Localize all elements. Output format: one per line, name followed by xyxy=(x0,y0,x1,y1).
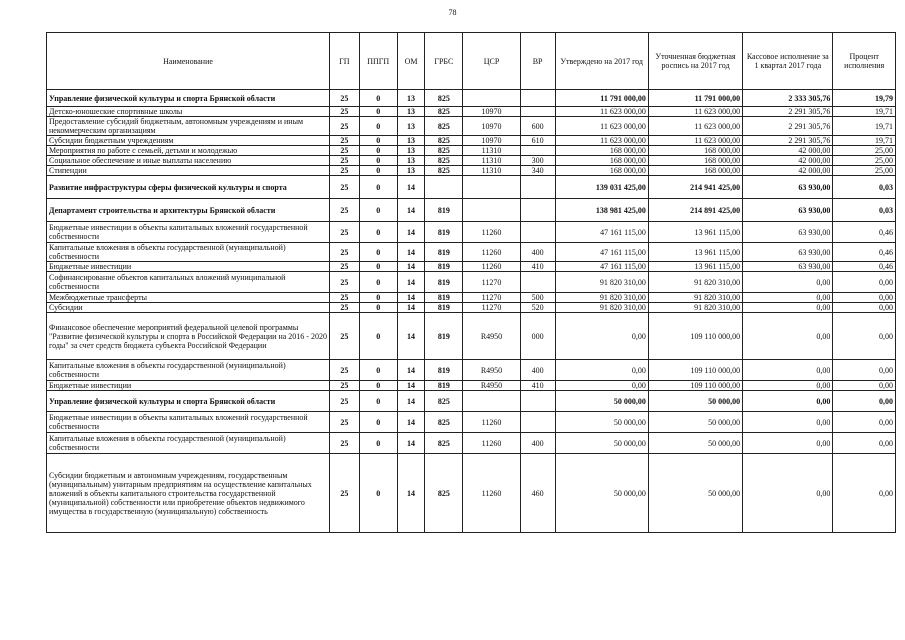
cell-revised: 11 623 000,00 xyxy=(648,136,742,146)
cell-grbs: 819 xyxy=(425,262,463,272)
table-row xyxy=(47,313,896,360)
cell-vr: 410 xyxy=(520,381,555,391)
cell-gp: 25 xyxy=(330,272,360,293)
cell-name: Предоставление субсидий бюджетным, автономным учреждениям и иным некоммерческим организациям xyxy=(47,117,330,136)
cell-name: Субсидии бюджетным и автономным учреждениям, государственным (муниципальным) унитарным предприятиям на осуществление капитальных вложений в объекты капитального строительства государственной (муниципальной) собственности или приобретение объектов недвижимого имущества в государственную (муниципальную) собственность xyxy=(47,454,330,533)
cell-vr xyxy=(520,199,555,222)
cell-cash: 0,00 xyxy=(743,412,833,433)
cell-csr: R4950 xyxy=(463,381,520,391)
cell-revised: 214 941 425,00 xyxy=(648,176,742,199)
table-row xyxy=(47,156,896,166)
cell-om: 13 xyxy=(397,90,425,107)
cell-om: 14 xyxy=(397,391,425,412)
cell-grbs: 825 xyxy=(425,433,463,454)
cell-ppgp: 0 xyxy=(359,381,397,391)
cell-om: 13 xyxy=(397,117,425,136)
cell-percent: 19,79 xyxy=(833,90,896,107)
table-row xyxy=(47,166,896,176)
cell-cash: 0,00 xyxy=(743,293,833,303)
cell-vr xyxy=(520,90,555,107)
cell-grbs: 819 xyxy=(425,272,463,293)
table-row xyxy=(47,433,896,454)
cell-percent: 0,46 xyxy=(833,222,896,243)
cell-approved: 0,00 xyxy=(555,381,648,391)
cell-vr: 300 xyxy=(520,156,555,166)
cell-revised: 168 000,00 xyxy=(648,156,742,166)
cell-vr xyxy=(520,391,555,412)
cell-grbs: 825 xyxy=(425,146,463,156)
cell-revised: 168 000,00 xyxy=(648,146,742,156)
cell-csr: 11310 xyxy=(463,166,520,176)
cell-approved: 138 981 425,00 xyxy=(555,199,648,222)
header-vr: ВР xyxy=(520,33,555,90)
table-row xyxy=(47,176,896,199)
cell-revised: 91 820 310,00 xyxy=(648,272,742,293)
cell-name: Софинансирование объектов капитальных вложений муниципальной собственности xyxy=(47,272,330,293)
cell-vr xyxy=(520,176,555,199)
cell-name: Межбюджетные трансферты xyxy=(47,293,330,303)
cell-approved: 0,00 xyxy=(555,313,648,360)
cell-gp: 25 xyxy=(330,199,360,222)
cell-gp: 25 xyxy=(330,107,360,117)
cell-om: 14 xyxy=(397,433,425,454)
cell-vr: 520 xyxy=(520,303,555,313)
cell-name: Бюджетные инвестиции xyxy=(47,262,330,272)
cell-approved: 50 000,00 xyxy=(555,412,648,433)
cell-csr: 11260 xyxy=(463,412,520,433)
cell-gp: 25 xyxy=(330,313,360,360)
cell-cash: 63 930,00 xyxy=(743,176,833,199)
cell-name: Бюджетные инвестиции xyxy=(47,381,330,391)
cell-ppgp: 0 xyxy=(359,412,397,433)
cell-revised: 11 623 000,00 xyxy=(648,107,742,117)
table-header-row xyxy=(47,33,896,90)
cell-csr: 10970 xyxy=(463,117,520,136)
cell-name: Мероприятия по работе с семьей, детьми и молодежью xyxy=(47,146,330,156)
cell-csr: 11310 xyxy=(463,156,520,166)
cell-percent: 0,00 xyxy=(833,412,896,433)
header-om: ОМ xyxy=(397,33,425,90)
cell-ppgp: 0 xyxy=(359,262,397,272)
cell-revised: 11 791 000,00 xyxy=(648,90,742,107)
cell-revised: 214 891 425,00 xyxy=(648,199,742,222)
cell-grbs: 819 xyxy=(425,222,463,243)
cell-cash: 63 930,00 xyxy=(743,222,833,243)
cell-revised: 13 961 115,00 xyxy=(648,243,742,262)
cell-grbs: 825 xyxy=(425,412,463,433)
table-row xyxy=(47,391,896,412)
cell-grbs: 819 xyxy=(425,243,463,262)
cell-percent: 25,00 xyxy=(833,146,896,156)
table-row xyxy=(47,412,896,433)
cell-name: Социальное обеспечение и иные выплаты населению xyxy=(47,156,330,166)
cell-revised: 50 000,00 xyxy=(648,433,742,454)
cell-approved: 91 820 310,00 xyxy=(555,272,648,293)
cell-vr: 610 xyxy=(520,136,555,146)
table-row xyxy=(47,117,896,136)
cell-gp: 25 xyxy=(330,136,360,146)
cell-vr: 400 xyxy=(520,360,555,381)
page-number: 78 xyxy=(448,8,457,17)
cell-percent: 25,00 xyxy=(833,156,896,166)
cell-grbs: 825 xyxy=(425,117,463,136)
cell-vr xyxy=(520,272,555,293)
cell-percent: 0,00 xyxy=(833,454,896,533)
header-cash: Кассовое исполнение за 1 квартал 2017 года xyxy=(743,33,833,90)
table-row xyxy=(47,303,896,313)
cell-percent: 0,00 xyxy=(833,272,896,293)
cell-approved: 11 791 000,00 xyxy=(555,90,648,107)
cell-revised: 109 110 000,00 xyxy=(648,313,742,360)
cell-cash: 0,00 xyxy=(743,391,833,412)
cell-percent: 0,00 xyxy=(833,360,896,381)
cell-cash: 42 000,00 xyxy=(743,146,833,156)
header-gp: ГП xyxy=(330,33,360,90)
cell-approved: 11 623 000,00 xyxy=(555,107,648,117)
table-row xyxy=(47,262,896,272)
cell-csr: 11270 xyxy=(463,272,520,293)
cell-ppgp: 0 xyxy=(359,107,397,117)
cell-cash: 42 000,00 xyxy=(743,166,833,176)
cell-ppgp: 0 xyxy=(359,90,397,107)
cell-csr xyxy=(463,199,520,222)
cell-cash: 2 291 305,76 xyxy=(743,117,833,136)
cell-name: Департамент строительства и архитектуры Брянской области xyxy=(47,199,330,222)
cell-name: Субсидии бюджетным учреждениям xyxy=(47,136,330,146)
cell-gp: 25 xyxy=(330,166,360,176)
table-row xyxy=(47,293,896,303)
cell-approved: 11 623 000,00 xyxy=(555,117,648,136)
cell-percent: 0,03 xyxy=(833,176,896,199)
cell-gp: 25 xyxy=(330,433,360,454)
cell-approved: 50 000,00 xyxy=(555,433,648,454)
table-row xyxy=(47,199,896,222)
cell-approved: 50 000,00 xyxy=(555,391,648,412)
cell-gp: 25 xyxy=(330,146,360,156)
cell-approved: 50 000,00 xyxy=(555,454,648,533)
cell-om: 14 xyxy=(397,222,425,243)
cell-om: 14 xyxy=(397,313,425,360)
cell-gp: 25 xyxy=(330,90,360,107)
cell-percent: 0,00 xyxy=(833,293,896,303)
cell-cash: 63 930,00 xyxy=(743,262,833,272)
cell-om: 14 xyxy=(397,381,425,391)
cell-revised: 91 820 310,00 xyxy=(648,303,742,313)
table-row xyxy=(47,136,896,146)
header-ppgp: ППГП xyxy=(359,33,397,90)
cell-cash: 0,00 xyxy=(743,360,833,381)
cell-cash: 2 291 305,76 xyxy=(743,107,833,117)
cell-grbs: 825 xyxy=(425,391,463,412)
cell-percent: 25,00 xyxy=(833,166,896,176)
cell-csr: 10970 xyxy=(463,136,520,146)
cell-vr: 000 xyxy=(520,313,555,360)
cell-vr: 400 xyxy=(520,433,555,454)
cell-approved: 168 000,00 xyxy=(555,156,648,166)
cell-om: 13 xyxy=(397,136,425,146)
cell-name: Управление физической культуры и спорта Брянской области xyxy=(47,391,330,412)
cell-vr: 340 xyxy=(520,166,555,176)
cell-percent: 0,00 xyxy=(833,313,896,360)
cell-ppgp: 0 xyxy=(359,454,397,533)
cell-vr: 500 xyxy=(520,293,555,303)
cell-csr xyxy=(463,90,520,107)
header-grbs: ГРБС xyxy=(425,33,463,90)
cell-revised: 91 820 310,00 xyxy=(648,293,742,303)
cell-gp: 25 xyxy=(330,176,360,199)
cell-cash: 63 930,00 xyxy=(743,243,833,262)
cell-ppgp: 0 xyxy=(359,117,397,136)
cell-csr: 11270 xyxy=(463,293,520,303)
cell-ppgp: 0 xyxy=(359,360,397,381)
table-row xyxy=(47,454,896,533)
cell-vr: 600 xyxy=(520,117,555,136)
cell-approved: 47 161 115,00 xyxy=(555,222,648,243)
cell-ppgp: 0 xyxy=(359,313,397,360)
cell-grbs: 825 xyxy=(425,454,463,533)
cell-name: Стипендии xyxy=(47,166,330,176)
cell-csr: 10970 xyxy=(463,107,520,117)
table-row xyxy=(47,272,896,293)
cell-om: 14 xyxy=(397,262,425,272)
cell-grbs: 825 xyxy=(425,107,463,117)
cell-cash: 0,00 xyxy=(743,433,833,454)
cell-gp: 25 xyxy=(330,412,360,433)
cell-cash: 42 000,00 xyxy=(743,156,833,166)
table-row xyxy=(47,107,896,117)
cell-om: 14 xyxy=(397,303,425,313)
cell-ppgp: 0 xyxy=(359,303,397,313)
cell-om: 13 xyxy=(397,107,425,117)
cell-om: 14 xyxy=(397,272,425,293)
cell-ppgp: 0 xyxy=(359,156,397,166)
cell-csr: 11260 xyxy=(463,243,520,262)
table-row xyxy=(47,222,896,243)
cell-revised: 50 000,00 xyxy=(648,454,742,533)
cell-approved: 168 000,00 xyxy=(555,166,648,176)
cell-csr: R4950 xyxy=(463,313,520,360)
table-row xyxy=(47,90,896,107)
cell-om: 13 xyxy=(397,156,425,166)
cell-approved: 139 031 425,00 xyxy=(555,176,648,199)
cell-ppgp: 0 xyxy=(359,243,397,262)
cell-grbs: 825 xyxy=(425,166,463,176)
cell-ppgp: 0 xyxy=(359,272,397,293)
cell-revised: 13 961 115,00 xyxy=(648,262,742,272)
cell-grbs: 819 xyxy=(425,199,463,222)
cell-vr xyxy=(520,222,555,243)
cell-vr xyxy=(520,107,555,117)
table-row xyxy=(47,243,896,262)
cell-gp: 25 xyxy=(330,454,360,533)
cell-ppgp: 0 xyxy=(359,199,397,222)
header-revised: Уточненная бюджетная роспись на 2017 год xyxy=(648,33,742,90)
cell-csr xyxy=(463,176,520,199)
table-row xyxy=(47,360,896,381)
cell-grbs xyxy=(425,176,463,199)
cell-cash: 0,00 xyxy=(743,272,833,293)
cell-vr: 410 xyxy=(520,262,555,272)
cell-ppgp: 0 xyxy=(359,293,397,303)
cell-name: Субсидии xyxy=(47,303,330,313)
cell-cash: 2 333 305,76 xyxy=(743,90,833,107)
cell-grbs: 819 xyxy=(425,313,463,360)
cell-revised: 109 110 000,00 xyxy=(648,381,742,391)
cell-percent: 0,46 xyxy=(833,262,896,272)
cell-approved: 91 820 310,00 xyxy=(555,303,648,313)
cell-approved: 11 623 000,00 xyxy=(555,136,648,146)
cell-revised: 109 110 000,00 xyxy=(648,360,742,381)
cell-revised: 13 961 115,00 xyxy=(648,222,742,243)
cell-cash: 0,00 xyxy=(743,454,833,533)
cell-vr: 460 xyxy=(520,454,555,533)
cell-om: 14 xyxy=(397,293,425,303)
table-row xyxy=(47,146,896,156)
cell-percent: 0,46 xyxy=(833,243,896,262)
cell-percent: 0,00 xyxy=(833,303,896,313)
cell-cash: 0,00 xyxy=(743,303,833,313)
cell-name: Финансовое обеспечение мероприятий федеральной целевой программы "Развитие физической культуры и спорта в Российской Федерации на 2016 - 2020 годы" за счет средств бюджета субъекта Российской Федерации xyxy=(47,313,330,360)
cell-name: Капитальные вложения в объекты государственной (муниципальной) собственности xyxy=(47,243,330,262)
cell-gp: 25 xyxy=(330,360,360,381)
cell-percent: 0,00 xyxy=(833,391,896,412)
cell-csr: 11310 xyxy=(463,146,520,156)
cell-name: Детско-юношеские спортивные школы xyxy=(47,107,330,117)
cell-gp: 25 xyxy=(330,262,360,272)
cell-gp: 25 xyxy=(330,293,360,303)
cell-name: Бюджетные инвестиции в объекты капитальных вложений государственной собственности xyxy=(47,412,330,433)
cell-percent: 19,71 xyxy=(833,117,896,136)
cell-vr xyxy=(520,412,555,433)
cell-om: 14 xyxy=(397,412,425,433)
cell-csr: 11260 xyxy=(463,262,520,272)
cell-name: Бюджетные инвестиции в объекты капитальных вложений государственной собственности xyxy=(47,222,330,243)
budget-execution-table xyxy=(46,32,896,533)
cell-gp: 25 xyxy=(330,303,360,313)
cell-vr: 400 xyxy=(520,243,555,262)
cell-csr: 11270 xyxy=(463,303,520,313)
cell-revised: 50 000,00 xyxy=(648,412,742,433)
cell-revised: 11 623 000,00 xyxy=(648,117,742,136)
cell-ppgp: 0 xyxy=(359,176,397,199)
cell-csr: 11260 xyxy=(463,433,520,454)
header-name: Наименование xyxy=(47,33,330,90)
cell-cash: 0,00 xyxy=(743,381,833,391)
cell-ppgp: 0 xyxy=(359,146,397,156)
cell-csr: 11260 xyxy=(463,454,520,533)
cell-name: Управление физической культуры и спорта Брянской области xyxy=(47,90,330,107)
cell-ppgp: 0 xyxy=(359,166,397,176)
cell-csr: 11260 xyxy=(463,222,520,243)
cell-csr: R4950 xyxy=(463,360,520,381)
cell-om: 14 xyxy=(397,360,425,381)
cell-ppgp: 0 xyxy=(359,136,397,146)
cell-grbs: 819 xyxy=(425,293,463,303)
header-csr: ЦСР xyxy=(463,33,520,90)
cell-approved: 47 161 115,00 xyxy=(555,262,648,272)
cell-cash: 0,00 xyxy=(743,313,833,360)
cell-grbs: 819 xyxy=(425,303,463,313)
cell-om: 14 xyxy=(397,454,425,533)
cell-grbs: 819 xyxy=(425,360,463,381)
cell-cash: 2 291 305,76 xyxy=(743,136,833,146)
header-approved: Утверждено на 2017 год xyxy=(555,33,648,90)
cell-percent: 19,71 xyxy=(833,107,896,117)
cell-gp: 25 xyxy=(330,117,360,136)
cell-ppgp: 0 xyxy=(359,433,397,454)
cell-revised: 50 000,00 xyxy=(648,391,742,412)
cell-grbs: 825 xyxy=(425,136,463,146)
cell-approved: 0,00 xyxy=(555,360,648,381)
cell-om: 14 xyxy=(397,243,425,262)
cell-grbs: 819 xyxy=(425,381,463,391)
cell-grbs: 825 xyxy=(425,156,463,166)
cell-gp: 25 xyxy=(330,222,360,243)
cell-gp: 25 xyxy=(330,381,360,391)
cell-approved: 168 000,00 xyxy=(555,146,648,156)
cell-csr xyxy=(463,391,520,412)
cell-approved: 47 161 115,00 xyxy=(555,243,648,262)
cell-gp: 25 xyxy=(330,156,360,166)
header-percent: Процент исполнения xyxy=(833,33,896,90)
table-row xyxy=(47,381,896,391)
cell-om: 14 xyxy=(397,199,425,222)
cell-gp: 25 xyxy=(330,391,360,412)
cell-name: Капитальные вложения в объекты государственной (муниципальной) собственности xyxy=(47,433,330,454)
cell-name: Капитальные вложения в объекты государственной (муниципальной) собственности xyxy=(47,360,330,381)
cell-percent: 0,00 xyxy=(833,381,896,391)
cell-ppgp: 0 xyxy=(359,391,397,412)
cell-om: 13 xyxy=(397,146,425,156)
cell-vr xyxy=(520,146,555,156)
cell-cash: 63 930,00 xyxy=(743,199,833,222)
cell-approved: 91 820 310,00 xyxy=(555,293,648,303)
cell-percent: 0,03 xyxy=(833,199,896,222)
cell-ppgp: 0 xyxy=(359,222,397,243)
cell-percent: 0,00 xyxy=(833,433,896,454)
cell-name: Развитие инфраструктуры сферы физической культуры и спорта xyxy=(47,176,330,199)
cell-om: 13 xyxy=(397,166,425,176)
cell-grbs: 825 xyxy=(425,90,463,107)
cell-om: 14 xyxy=(397,176,425,199)
cell-percent: 19,71 xyxy=(833,136,896,146)
cell-revised: 168 000,00 xyxy=(648,166,742,176)
cell-gp: 25 xyxy=(330,243,360,262)
